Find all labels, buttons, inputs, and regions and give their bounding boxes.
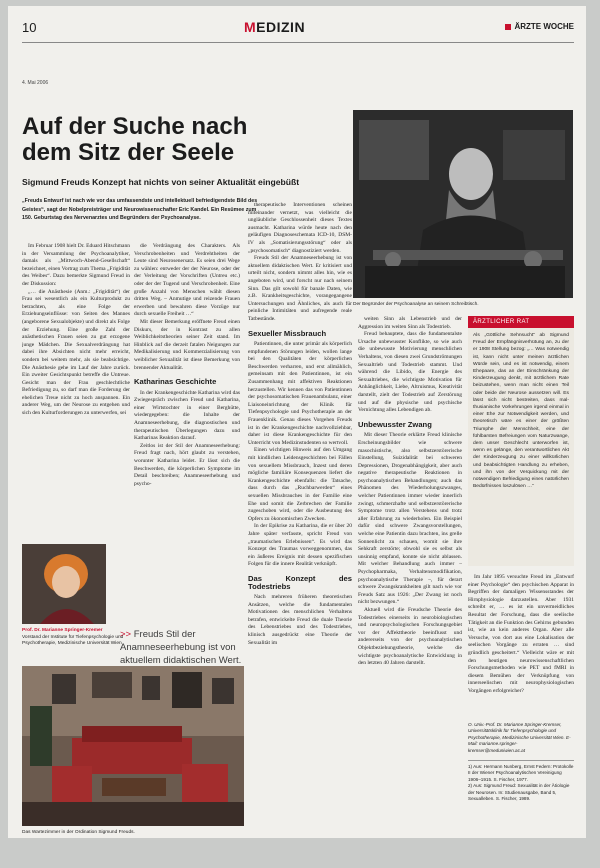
newspaper-page xyxy=(8,6,586,838)
paragraph: Im Jahr 1895 versuchte Freud im „Entwurf einer Psychologie“ den psychischen Apparat in Begriffen der damaligen Wissensstandes der Hirnphysiologie darzustellen. Aber 1931 schreibt er, … es ist ein unvermeidliches Resultat der Forschung, dass die seelische Tätigkeit an die Funktion des Gehirns gebunden ist, wie an kein anderes Organ. Aber alle Versuche, von dort aus eine Lokalisation der seelischen Vorgänge zu erraten … sind gründlich gescheitert.“ Vielleicht wäre er mit den heutigen neurowissenschaftlichen Forschungsmethoden wie PET und fMRI in diesem Bemühen der Verknüpfung von innerseelischen mit neurophysiologischen Vorgängen erfolgreicher? xyxy=(468,574,574,694)
paragraph: Einen wichtigen Hinweis auf den Umgang mit kindlichen Leidensgeschichten bei Fällen von sexuellem Missbrauch, Inzest und deren mögliche familiäre Konsequenzen liefert die Krankengeschichte ebenfalls: die Tatsache, dass durch das „Ruchbarwerden“ eines sexuellen Missbrauches in der Familie eine Ehe und somit die Zerbrechen der Familie zugeschoben wird, oder die Ausbeutung des Opfers zu ökonomischen Zwecken. xyxy=(248,447,352,522)
freud-illustration xyxy=(353,110,573,298)
article-column-5 xyxy=(468,574,574,716)
freud-desk-photo xyxy=(353,110,573,298)
paragraph: Zeitlos ist der Stil der Anamneseerhebung: Freud fragt nach, hört glaubt zu verstehen, worunter Katharina leidet. Er lässt sich die Beschwerden, die körperlichen Symptome im Detail beschreiben; Anamneseerhebung und psycho- xyxy=(134,442,240,487)
paragraph: weiten Sinn als Lebenstrieb und der Aggression im weiten Sinn als Todestrieb. xyxy=(358,316,462,330)
headline-line-1: Auf der Suche nach xyxy=(22,113,248,140)
paragraph: Nach mehreren früheren theoretischen Ansätzen, welche die fundamentalen Motivationen des menschlichen Verhaltens betrafen, entwickelte Freud die duale Theorie des Lebenstriebes und des Todestriebes, klinisch ausgedrückt eine Theorie der Sexualität im xyxy=(248,594,352,646)
author-portrait-caption xyxy=(22,628,130,648)
waiting-room-photo xyxy=(22,666,244,826)
subheading-zwang: Unbewusster Zwang xyxy=(358,419,432,429)
advice-sidebar-box xyxy=(468,316,574,566)
section-initial: M xyxy=(244,19,257,35)
article-column-4 xyxy=(358,316,462,824)
author-portrait-photo xyxy=(22,544,106,624)
subheading-missbrauch: Sexueller Missbrauch xyxy=(248,328,327,338)
paragraph: Freuds Stil der Anamneseerhebung ist von aktuellem didaktischen Wert. Er kritisiert und urteilt nicht, sondern nimmt alles hin, wie es angeboten wird, und forscht nur nach seinem Sinn. Das gilt sowohl für banale Daten, wie z.B. Krankheitsgeschichte, vorangegangene Untersuchungen und Ähnliches, als auch für peinliche Intimitäten und aufregende reale Tatbestände. xyxy=(248,255,352,322)
issue-date: 4. Mai 2006 xyxy=(22,80,49,86)
pull-quote-open-mark: >> xyxy=(120,629,132,640)
lead-paragraph: „Freuds Entwurf ist nach wie vor das umfassendste und intellektuell befriedigendste Bild des Geistes“, sagt der Nobelpreisträger und Neurowissenschafter Eric Kandel. Ein Resümee zum 150. Geburtstag des Nervenarztes und Begründers der Psychoanalyse. xyxy=(22,198,258,222)
waiting-room-caption: Das Wartezimmer in der Ordination Sigmund Freuds. xyxy=(22,830,135,835)
sources-rule xyxy=(468,760,574,761)
paragraph: Im Februar 1908 hielt Dr. Eduard Hitschmann in der Versammlung der Psychoanalytiker, damals als „Mittwoch-Abend-Gesellschaft“ bezeichnet, einen Vortrag zum Thema „Frigidität des Weibes“. Dazu bemerkte Sigmund Freud in der Diskussion: xyxy=(22,243,130,287)
article-column-2 xyxy=(134,243,240,615)
headline xyxy=(22,114,342,166)
subheadline: Sigmund Freuds Konzept hat nichts von seiner Aktualität eingebüßt xyxy=(22,177,300,187)
paragraph: Mit dieser Theorie erklärte Freud klinische Erscheinungsbilder wie schwere masochistische, also selbstzerstörerische Einstellung, Suizidalität bei schweren Depressionen, Drogenabhängigkeit, aber auch negative therapeutische Reaktionen in psychoanalytischen Behandlungen; auch das Phänomen des Wiederholungszwanges, welcher Patientinnen immer wieder innerlich zwingt, schmerzhafte und selbstzerstörerische Symptome trotz allen Verstehens und trotz aller Erfahrung zu wiederholen. Ein Beispiel dafür sind schwere Zwangsvorstellungen, welche eine Patientin dazu brachten, ins grelle Sonnenlicht zu schauen, womit sie ihre Sehkraft zerstörte; obwohl sie es selbst als unsinnig empfand, konnte sie nicht ablassen. Mit welcher Behandlung auch immer – Psychopharmaka, Verhaltensmodifikation, psychoanalytische Therapie –, für derart schwere Zwangskrankheiten gilt nach wie vor Freuds Satz aus 1926: „Der Zwang ist noch nicht bezwungen.“ xyxy=(358,432,462,606)
section-rest: EDIZIN xyxy=(256,19,306,35)
paragraph: Patientinnen, die unter primär als körperlich empfundenen Störungen leiden, wollen lange bei den Qualitäten der körperlichen Beschwerden verharren, und erst allmählich, gemeinsam mit den Patientinnen, ist ein Zusammenhang mit affektiven Reaktionen herzustellen. Wir kennen das von Patientinnen der psychosomatischen Frauenambulanz, einer Liaisoneinrichtung der Klinik für Tiefenpsychologie und Psychotherapie an der Frauenklinik. Genau dieses Vorgehen Freuds ist in der Krankengeschichte nachvollziehbar, daher ist diese Krankengeschichte für den Unterricht von Medizinstudenten so wertvoll. xyxy=(248,341,352,446)
paragraph: die Verdrängung des Charakters. Als Verschrobenheiten und Verdrehtheiten der Leute sind Neurosenersatz. Es seien drei Wege zu wählen: entweder der der Neurose, oder der der Verleitung der Vorschriften (Untreu etc.) oder der der Tugend und Verschrobenheit. Eine große Anzahl von Menschen wählt diesen dritten Weg. – Anmutige und reizende Frauen erwerben und bewahren diese Vorzüge nur durch sexuelle Freiheit …“ xyxy=(134,243,240,318)
subheading-katharina: Katharinas Geschichte xyxy=(134,377,217,387)
paragraph: Mit dieser Bemerkung eröffnete Freud einen Diskurs, der in Kontrast zu allen Weiblichkeitstheorien seiner Zeit stand. Im Hinblick auf die derzeit fatalen Neigungen zur Medikalisierung und Kommerzialisierung von weiblicher Sexualität ist diese Bemerkung von brennender Aktualität. xyxy=(134,318,240,371)
author-role: Vorstand der Institute für Tiefenpsychologie und Psychotherapie, Medizinische Universität Wien xyxy=(22,634,124,646)
sidebar-title: ÄRZTLICHER RAT xyxy=(468,316,574,328)
header-rule xyxy=(22,42,574,43)
brand-square-icon xyxy=(505,24,511,30)
pull-quote-text: Freuds Stil der Anamneseerhebung ist von aktuellem didaktischen Wert. xyxy=(120,629,242,666)
paragraph: In der Krankengeschichte Katharina wird das Zwiegespräch zwischen Freud und Katharina, einer Wirtstochter in einer Berghütte, wiedergegeben: die Inhalte der Anamneseerhebung, die diagnostischen und therapeutischen Überlegungen dazu und Katharinas Reaktion darauf. xyxy=(134,389,240,442)
sources-list: 1) Aus: Hermann Nunberg, Ernst Federn: Protokolle II der Wiener Psychoanalytischen Vereinigung 1906–1915. S. Fischer, 1977. 2) Aus: Sigmund Freud: Sexualität in der Ätiologie der Neurosen. In: Studienausgabe, Band 5, Sexualleben. S. Fischer, 1989. xyxy=(468,764,574,802)
page-number: 10 xyxy=(22,20,37,35)
freud-photo-caption: Der Begründer der Psychoanalyse an seinem Schreibtisch. xyxy=(353,302,479,307)
paragraph: Aktuell wird die Freudsche Theorie des Todestriebes einerseits in neurobiologischen und neuropsychologischen Forschungsgebiet vor der Affekttheorie beeinflusst und andererseits von der psychoanalytischen Objektbeziehungstheorie, welche die wichtigste psychoanalytische Entwicklung in den letzten 40 Jahren darstellt. xyxy=(358,606,462,667)
subheading-todestrieb: Das Konzept des Todestriebs xyxy=(248,573,352,591)
brand-name: ÄRZTE WOCHE xyxy=(514,22,574,31)
section-title xyxy=(244,19,305,35)
author-note: O. Univ.-Prof. Dr. Marianne Springer-Kremser, Universitätsklinik für Tiefenpsychologie und Psychotherapie, Medizinische Universität Wien. E-Mail: marianne.springer-kremser@meduniwien.ac.at xyxy=(468,722,571,753)
paragraph: „… die Anästhesie (Anm.: „Frigidität“) der Frau sei wesentlich als ein Kulturprodukt zu betrachten, als eine Folge der Erziehungseinflüsse: von Seiten des Mannes (angeborene Sexualobjekte) und direkt als Folge der Erziehung. Eine große Zahl der anästhetischen Frauen seien zu gut erzogene junge Mädchen. Die Sexualverdrängung hat dabei ihre Absichten nicht mehr erreicht, sondern bei weitem mehr, als sie beabsichtige. Die Anästhesie gehe im Lauf der Jahre zurück. Ein zweiter Gesichtspunkt betreffe die Untreue. Gesicht man der Frau geschlechtliche Befriedigung zu, so darf man die Forderung der ehelichen Treue nicht zu hoch anspannen. Ein anderer Weg, um der Neurose zu entgehen und sich den Kulturforderungen zu unterwerfen, sei xyxy=(22,288,130,417)
paragraph: Freud behauptete, dass die fundamentalste Ursache unbewusster Konflikte, so wie auch die unbewusste Motivierung menschlichen Verhaltens, von diesen zwei Grundströmungen Sexualtrieb und Todestrieb stammt. Und während die Libido, die Energie des Sexualtriebes, die wichtigste Motivation für Anhänglichkeit, Liebe, Altruismus, Kreativität darstellt, zielt der Todestrieb auf Zerstörung und auf die physische und psychische Vernichtung alles Lebendigen ab. xyxy=(358,331,462,414)
brand-logo xyxy=(505,22,574,31)
paragraph: therapeutische Interventionen scheinen miteinander vernetzt, was vielleicht die ungläubliche Geschlossenheit dieses Textes ausmacht. Katharina würde heute nach den geläufigen Diagnoseschemata ICD-10, DSM-IV als „Somatisierungsstörung“ oder als „psychosomatisch“ diagnostiziert werden. xyxy=(248,202,352,254)
author-name: Prof. Dr. Marianne Springer-Kremer xyxy=(22,628,103,633)
author-portrait xyxy=(22,544,106,624)
sidebar-text: Als „Göttliche Sehnsucht“ ab Sigmund Freud der Empfängnisverhütung an, zu der er 1908 Stellung bezog: „… Was notwendig ist, kann nicht unter meinen ärztlichen Würde sein, und es ist notwendig, einem Ehepaare, das an der Einschränkung der Kinderzeugung denkt, mit ärztlichem Rate beizustehen, wenn man nicht einen Teil oder beide der Neurose aussetzen will. Es lässt sich nicht bestreiten, dass mal- thusianische Vorkehrungen irgend einmal in einer Ehe zur Notwendigkeit werden, und theoretisch wäre es einer der größten Triumphe der Menschheit, eine der fühlbarsten Befreiungen vom Naturzwange, dem unser Geschlecht unterworfen ist, wenn es gelänge, den verantwortlichen Akt der Kinderzeugung zu einer willkürlichen und beabsichtigten Handlung zu erheben, und ihn von der Verquickung mit der notwendigen Befriedigung eines natürlichen Bedürfnisses loszulösen …“ xyxy=(473,333,569,490)
paragraph: In der Epikrise zu Katharina, die er über 20 Jahre später verfasste, spricht Freud von „traumatischen Erlebnissen“. Es wird das Konzept des Traumas vorweggenommen, das ein äußeres Ereignis mit dessen spezifischen Folgen für die innere Realität verknüpft. xyxy=(248,523,352,568)
article-column-3 xyxy=(248,202,352,824)
headline-line-2: dem Sitz der Seele xyxy=(22,139,235,166)
waiting-room-illustration xyxy=(22,666,244,826)
article-column-1 xyxy=(22,243,130,539)
